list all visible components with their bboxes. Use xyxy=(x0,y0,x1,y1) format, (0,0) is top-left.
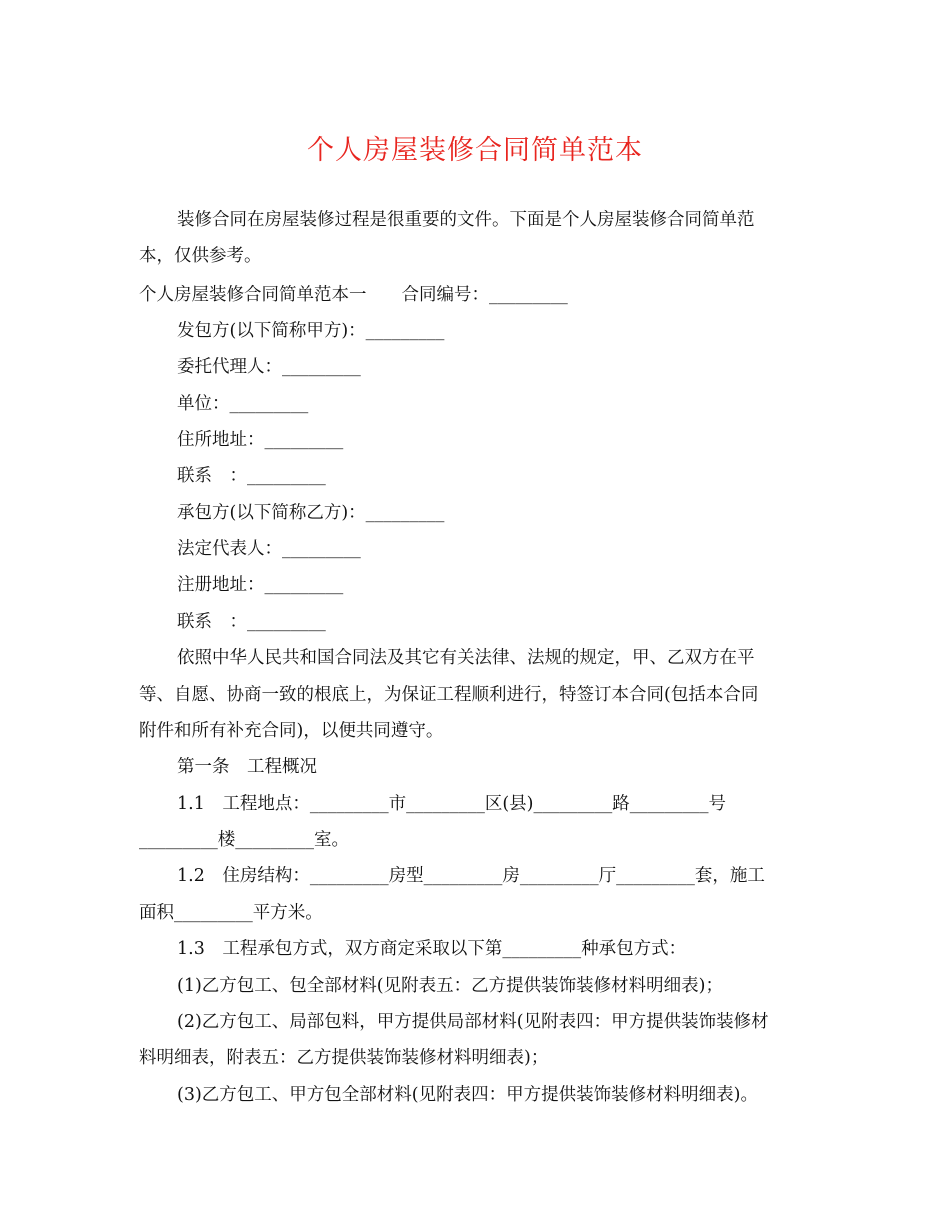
option-3: (3)乙方包工、甲方包全部材料(见附表四：甲方提供装饰装修材料明细表)。 xyxy=(177,1085,758,1105)
legal-rep-field: 法定代表人：_________ xyxy=(177,539,361,559)
document-title: 个人房屋装修合同简单范本 xyxy=(307,135,643,166)
preamble-line-2: 等、自愿、协商一致的根底上，为保证工程顺利进行，特签订本合同(包括本合同 xyxy=(139,685,759,705)
address-field: 住所地址：_________ xyxy=(177,430,344,450)
preamble-line-3: 附件和所有补充合同)，以便共同遵守。 xyxy=(139,721,444,741)
intro-line-2: 本，仅供参考。 xyxy=(139,246,262,266)
party-b-field: 承包方(以下简称乙方)：_________ xyxy=(177,503,445,523)
clause-1-2-line-2: 面积_________平方米。 xyxy=(139,903,323,923)
article-1-heading: 第一条 工程概况 xyxy=(177,757,317,777)
registered-address-field: 注册地址：_________ xyxy=(177,575,344,595)
option-1: (1)乙方包工、包全部材料(见附表五：乙方提供装饰装修材料明细表)； xyxy=(177,976,723,996)
option-2-line-2: 料明细表，附表五：乙方提供装饰装修材料明细表)； xyxy=(139,1048,549,1068)
contact-field-b: 联系 ：_________ xyxy=(177,612,326,632)
preamble-line-1: 依照中华人民共和国合同法及其它有关法律、法规的规定，甲、乙双方在平 xyxy=(177,648,755,668)
clause-1-2-line-1: 1.2 住房结构：_________房型_________房_________厅_________套，施工 xyxy=(177,866,765,886)
contract-heading: 个人房屋装修合同简单范本一 合同编号：_________ xyxy=(139,285,568,305)
intro-line-1: 装修合同在房屋装修过程是很重要的文件。下面是个人房屋装修合同简单范 xyxy=(177,210,755,230)
clause-1-3: 1.3 工程承包方式，双方商定采取以下第_________种承包方式： xyxy=(177,939,687,959)
party-a-field: 发包方(以下简称甲方)：_________ xyxy=(177,321,445,341)
agent-field: 委托代理人：_________ xyxy=(177,357,361,377)
clause-1-1-line-2: _________楼_________室。 xyxy=(139,830,349,850)
clause-1-1-line-1: 1.1 工程地点：_________市_________区(县)_________路_________号 xyxy=(177,794,726,814)
unit-field: 单位：_________ xyxy=(177,394,309,414)
contact-field-a: 联系 ：_________ xyxy=(177,466,326,486)
option-2-line-1: (2)乙方包工、局部包料，甲方提供局部材料(见附表四：甲方提供装饰装修材 xyxy=(177,1012,769,1032)
